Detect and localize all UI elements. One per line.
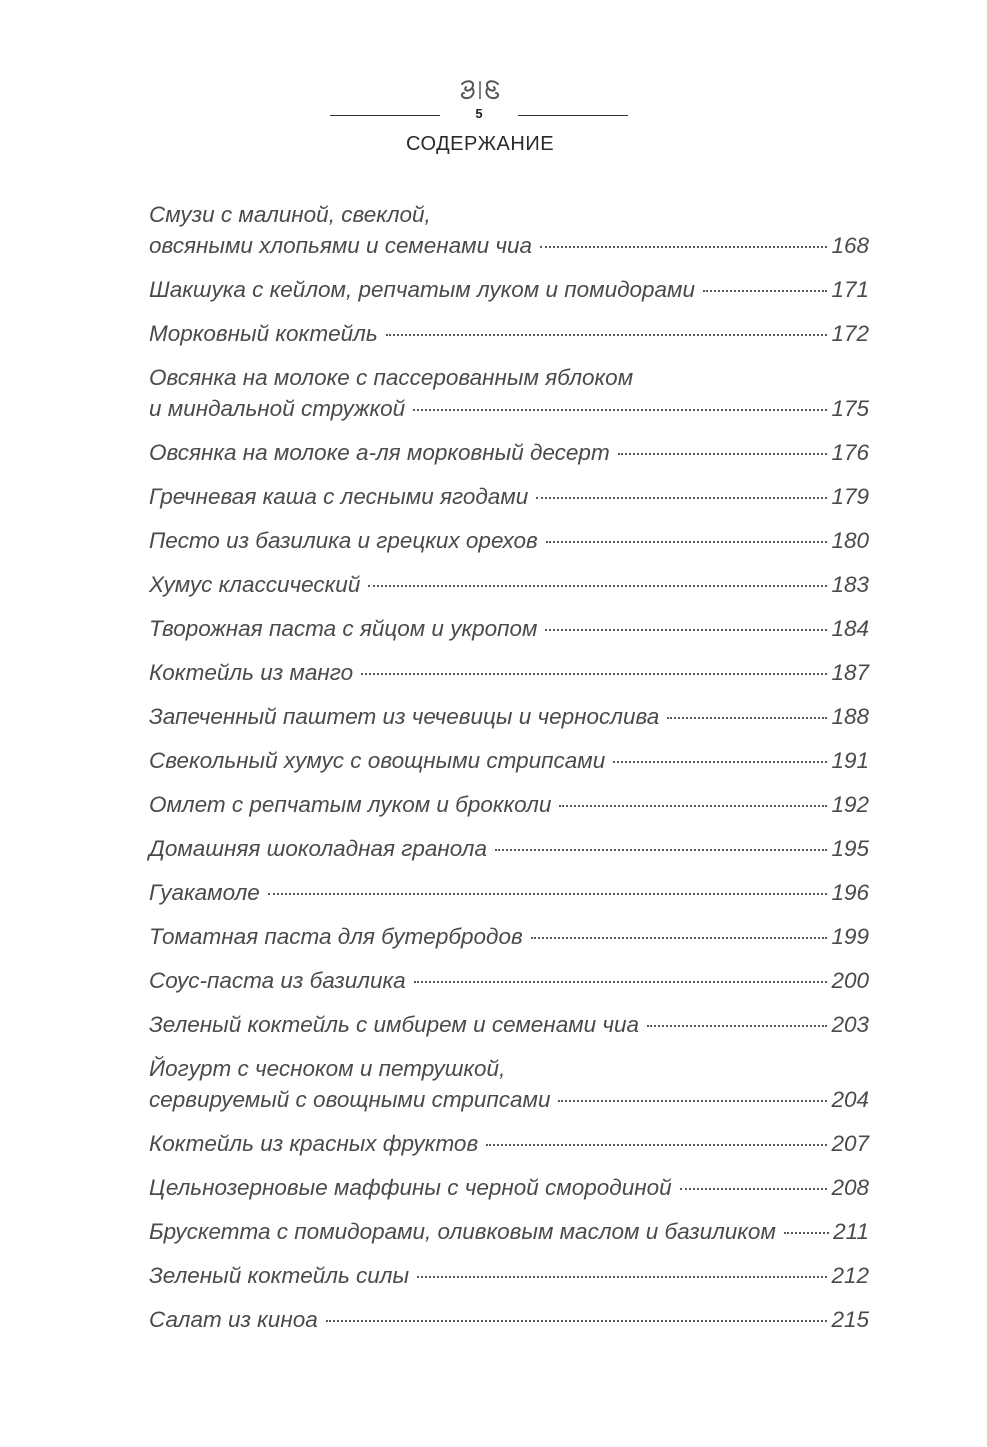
toc-entry-title: и миндальной стружкой xyxy=(149,396,406,421)
toc-entry-row xyxy=(149,437,869,468)
toc-entry-page-number: 192 xyxy=(831,792,869,817)
dot-leader xyxy=(268,893,828,895)
toc-entry-page-number: 211 xyxy=(833,1219,869,1244)
dot-leader xyxy=(667,717,827,719)
toc-entry-title: Запеченный паштет из чечевицы и чернослива xyxy=(149,704,660,729)
toc-entry-title: Гуакамоле xyxy=(149,880,260,905)
toc-entry-row xyxy=(149,1216,869,1247)
toc-entry-page-number: 203 xyxy=(831,1012,869,1037)
toc-entry-page-number: 175 xyxy=(831,396,869,421)
toc-entry-title: Домашняя шоколадная гранола xyxy=(149,836,488,861)
toc-entry-title: овсяными хлопьями и семенами чиа xyxy=(149,233,533,258)
toc-entry[interactable] xyxy=(149,745,869,776)
header-rule-right xyxy=(518,115,628,116)
toc-entry-row xyxy=(149,525,869,556)
toc-entry-title: Соус-паста из базилика xyxy=(149,968,406,993)
toc-entry-page-number: 195 xyxy=(831,836,869,861)
toc-entry[interactable] xyxy=(149,199,869,261)
toc-entry[interactable] xyxy=(149,1128,869,1159)
toc-entry[interactable] xyxy=(149,569,869,600)
dot-leader xyxy=(618,453,828,455)
toc-entry[interactable] xyxy=(149,921,869,952)
toc-entry[interactable] xyxy=(149,1053,869,1115)
toc-entry-row xyxy=(149,833,869,864)
toc-entry-page-number: 188 xyxy=(831,704,869,729)
toc-entry-title: Коктейль из красных фруктов xyxy=(149,1131,479,1156)
toc-entry-row xyxy=(149,1260,869,1291)
toc-entry-title: Цельнозерновые маффины с черной смородиной xyxy=(149,1175,672,1200)
dot-leader xyxy=(531,937,828,939)
toc-entry-title: Хумус классический xyxy=(149,572,361,597)
toc-entry-title: Морковный коктейль xyxy=(149,321,378,346)
toc-entry-row xyxy=(149,230,869,261)
toc-entry[interactable] xyxy=(149,1216,869,1247)
dot-leader xyxy=(540,246,827,248)
toc-entry-row xyxy=(149,745,869,776)
page-number: 5 xyxy=(475,106,483,121)
toc-entry-title: Гречневая каша с лесными ягодами xyxy=(149,484,529,509)
dot-leader xyxy=(326,1320,828,1322)
toc-entry[interactable] xyxy=(149,1172,869,1203)
toc-entry-row xyxy=(149,393,869,424)
toc-entry-page-number: 179 xyxy=(831,484,869,509)
toc-entry[interactable] xyxy=(149,362,869,424)
toc-entry-row xyxy=(149,657,869,688)
header-rule-left xyxy=(330,115,440,116)
dot-leader xyxy=(536,497,827,499)
toc-entry[interactable] xyxy=(149,833,869,864)
dot-leader xyxy=(495,849,827,851)
toc-entry-row xyxy=(149,274,869,305)
toc-entry-row xyxy=(149,1009,869,1040)
toc-entry[interactable] xyxy=(149,525,869,556)
toc-entry-title: Томатная паста для бутербродов xyxy=(149,924,523,949)
toc-entry-title: Омлет с репчатым луком и брокколи xyxy=(149,792,552,817)
dot-leader xyxy=(558,1100,827,1102)
toc-entry-page-number: 176 xyxy=(831,440,869,465)
toc-entry-row xyxy=(149,613,869,644)
toc-entry-row xyxy=(149,701,869,732)
toc-entry-title: Коктейль из манго xyxy=(149,660,354,685)
toc-entry[interactable] xyxy=(149,877,869,908)
toc-entry-page-number: 200 xyxy=(831,968,869,993)
toc-entry-row xyxy=(149,877,869,908)
dot-leader xyxy=(545,629,827,631)
toc-entry-title: Песто из базилика и грецких орехов xyxy=(149,528,538,553)
toc-entry[interactable] xyxy=(149,318,869,349)
toc-entry-title: Зеленый коктейль силы xyxy=(149,1263,410,1288)
toc-entry-page-number: 215 xyxy=(831,1307,869,1332)
toc-entry-row xyxy=(149,1304,869,1335)
dot-leader xyxy=(784,1232,829,1234)
dot-leader xyxy=(546,541,828,543)
toc-entry[interactable] xyxy=(149,613,869,644)
dot-leader xyxy=(413,409,827,411)
table-of-contents xyxy=(149,199,869,1348)
toc-entry[interactable] xyxy=(149,1009,869,1040)
toc-entry-page-number: 199 xyxy=(831,924,869,949)
toc-entry-row xyxy=(149,318,869,349)
toc-entry-row xyxy=(149,1084,869,1115)
toc-entry[interactable] xyxy=(149,701,869,732)
toc-entry-title: Овсянка на молоке а-ля морковный десерт xyxy=(149,440,610,465)
toc-entry-row xyxy=(149,1172,869,1203)
toc-entry-page-number: 183 xyxy=(831,572,869,597)
toc-entry-row xyxy=(149,569,869,600)
toc-entry-page-number: 191 xyxy=(831,748,869,773)
dot-leader xyxy=(414,981,828,983)
toc-entry-title: сервируемый с овощными стрипсами xyxy=(149,1087,551,1112)
dot-leader xyxy=(613,761,827,763)
toc-entry[interactable] xyxy=(149,274,869,305)
toc-entry[interactable] xyxy=(149,437,869,468)
toc-entry-page-number: 204 xyxy=(831,1087,869,1112)
toc-entry-page-number: 207 xyxy=(831,1131,869,1156)
toc-entry-row xyxy=(149,921,869,952)
dot-leader xyxy=(361,673,827,675)
toc-entry[interactable] xyxy=(149,789,869,820)
toc-entry-title-line1: Овсянка на молоке с пассерованным яблоком xyxy=(149,365,634,390)
toc-entry[interactable] xyxy=(149,1304,869,1335)
toc-entry-page-number: 180 xyxy=(831,528,869,553)
toc-entry-title: Шакшука с кейлом, репчатым луком и помидорами xyxy=(149,277,695,302)
toc-entry-title: Зеленый коктейль с имбирем и семенами чиа xyxy=(149,1012,640,1037)
dot-leader xyxy=(386,334,828,336)
toc-entry-page-number: 171 xyxy=(831,277,869,302)
toc-entry[interactable] xyxy=(149,965,869,996)
toc-entry-page-number: 172 xyxy=(831,321,869,346)
toc-entry-page-number: 184 xyxy=(831,616,869,641)
dot-leader xyxy=(417,1276,827,1278)
toc-entry-title: Творожная паста с яйцом и укропом xyxy=(149,616,538,641)
toc-entry-row xyxy=(149,965,869,996)
toc-entry-row xyxy=(149,789,869,820)
toc-entry-title: Брускетта с помидорами, оливковым маслом и базиликом xyxy=(149,1219,776,1244)
page-title: СОДЕРЖАНИЕ xyxy=(405,133,555,155)
dot-leader xyxy=(703,290,827,292)
toc-entry-row xyxy=(149,481,869,512)
toc-entry-page-number: 208 xyxy=(831,1175,869,1200)
toc-entry-page-number: 187 xyxy=(831,660,869,685)
toc-entry-row xyxy=(149,1128,869,1159)
toc-entry-title: Салат из киноа xyxy=(149,1307,318,1332)
dot-leader xyxy=(680,1188,828,1190)
swirl-ornament-icon xyxy=(458,78,502,104)
toc-entry-page-number: 212 xyxy=(831,1263,869,1288)
toc-entry[interactable] xyxy=(149,1260,869,1291)
toc-entry-title-line1: Смузи с малиной, свеклой, xyxy=(149,202,431,227)
toc-entry-title: Свекольный хумус с овощными стрипсами xyxy=(149,748,606,773)
dot-leader xyxy=(559,805,827,807)
dot-leader xyxy=(368,585,827,587)
toc-entry[interactable] xyxy=(149,481,869,512)
dot-leader xyxy=(647,1025,827,1027)
toc-entry[interactable] xyxy=(149,657,869,688)
toc-entry-title-line1: Йогурт с чесноком и петрушкой, xyxy=(149,1056,506,1081)
toc-entry-page-number: 168 xyxy=(831,233,869,258)
dot-leader xyxy=(486,1144,827,1146)
toc-entry-page-number: 196 xyxy=(831,880,869,905)
